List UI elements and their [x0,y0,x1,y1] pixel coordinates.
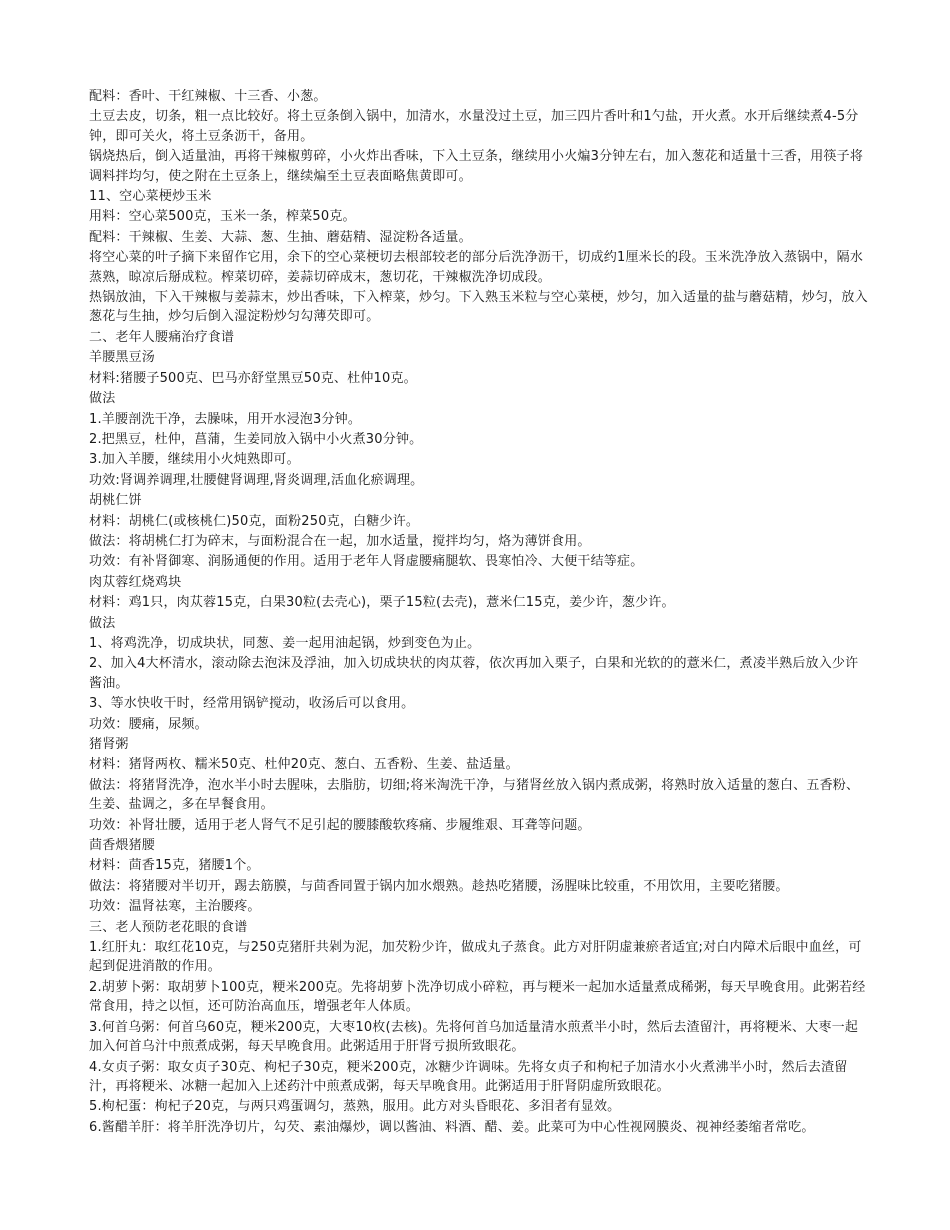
effect-line: 功效：补肾壮腰，适用于老人肾气不足引起的腰膝酸软疼痛、步履维艰、耳聋等问题。 [89,817,591,833]
recipe-item: 6.酱醋羊肝：将羊肝洗净切片，勾芡、素油爆炒，调以酱油、料酒、醋、姜。此菜可为中心性视网膜炎、视神经萎缩者常吃。 [89,1119,815,1135]
method-step: 1.羊腰剖洗干净，去臊味，用开水浸泡3分钟。 [89,411,362,427]
recipe-title: 羊腰黑豆汤 [89,350,156,366]
recipe-item: 1.红肝丸：取红花10克，与250克猪肝共剁为泥，加芡粉少许，做成丸子蒸食。此方对肝阴虚兼瘀者适宜;对白内障术后眼中血丝，可起到促进消散的作用。 [89,940,862,975]
method-heading: 做法 [89,391,116,407]
effect-line: 功效：腰痛，尿频。 [89,716,208,732]
potato-step-2: 锅烧热后，倒入适量油，再将干辣椒剪碎，小火炸出香味，下入土豆条，继续用小火煸3分钟左右，加入葱花和适量十三香，用筷子将调料拌均匀，使之附在土豆条上，继续煸至土豆表面略焦黄即可。 [89,149,864,184]
recipe-item: 4.女贞子粥：取女贞子30克、枸杞子30克，粳米200克，冰糖少许调味。先将女贞子和枸杞子加清水小火煮沸半小时，然后去渣留汁，再将粳米、冰糖一起加入上述药汁中煎煮成粥，每天早晚食用。此粥适用于肝肾阴虚所致眼花。 [89,1059,848,1094]
ingredients-line: 材料：胡桃仁(或核桃仁)50克，面粉250克，白糖少许。 [89,513,420,529]
cooking-paragraph: 热锅放油，下入干辣椒与姜蒜末，炒出香味，下入榨菜，炒匀。下入熟玉米粒与空心菜梗，炒匀，加入适量的盐与蘑菇精，炒匀，放入葱花与生抽，炒匀后倒入湿淀粉炒匀勾薄芡即可。 [89,290,868,325]
method-line: 做法：将猪肾洗净，泡水半小时去腥味，去脂肪，切细;将米淘洗干净，与猪肾丝放入锅内煮成粥，将熟时放入适量的葱白、五香粉、生姜、盐调之，多在早餐食用。 [89,777,860,813]
ingredients-line: 用料：空心菜500克，玉米一条，榨菜50克。 [89,209,356,225]
effect-line: 功效：有补肾御寒、润肠通便的作用。适用于老年人肾虚腰痛腿软、畏寒怕冷、大便干结等症。 [89,554,644,570]
recipe-item: 2.胡萝卜粥：取胡萝卜100克，粳米200克。先将胡萝卜洗净切成小碎粒，再与粳米一起加水适量煮成稀粥，每天早晚食用。此粥若经常食用，持之以恒，还可防治高血压，增强老年人体质。 [89,979,866,1015]
section-heading: 二、老年人腰痛治疗食谱 [89,329,235,345]
effect-line: 功效：温肾祛寒，主治腰疼。 [89,899,261,915]
ingredients-line: 材料：猪肾两枚、糯米50克、杜仲20克、葱白、五香粉、生姜、盐适量。 [89,757,519,773]
method-step: 1、将鸡洗净，切成块状，同葱、姜一起用油起锅，炒到变色为止。 [89,635,481,651]
recipe-title: 胡桃仁饼 [89,493,142,509]
method-line: 做法：将胡桃仁打为碎末，与面粉混合在一起，加水适量，搅拌均匀，烙为薄饼食用。 [89,533,591,549]
seasoning-line: 配料：干辣椒、生姜、大蒜、葱、生抽、蘑菇精、湿淀粉各适量。 [89,229,472,245]
method-step: 3.加入羊腰，继续用小火炖熟即可。 [89,452,300,468]
method-heading: 做法 [89,615,116,631]
prep-paragraph: 将空心菜的叶子摘下来留作它用，余下的空心菜梗切去根部较老的部分后洗净沥干，切成约1厘米长的段。玉米洗净放入蒸锅中，隔水蒸熟，晾凉后掰成粒。榨菜切碎，姜蒜切碎成末，葱切花，干辣椒洗净切成段。 [89,250,864,285]
ingredients-line: 材料：鸡1只，肉苁蓉15克，白果30粒(去壳心)，栗子15粒(去壳)，薏米仁15克，姜少许，葱少许。 [89,595,675,611]
section-heading: 三、老人预防老花眼的食谱 [89,919,248,935]
document-body [89,87,869,1138]
recipe-title: 肉苁蓉红烧鸡块 [89,574,182,590]
recipe-item: 5.枸杞蛋：枸杞子20克，与两只鸡蛋调匀，蒸熟，服用。此方对头昏眼花、多泪者有显效。 [89,1099,621,1115]
recipe-title: 11、空心菜梗炒玉米 [89,189,212,205]
recipe-title: 茴香煨猪腰 [89,838,156,854]
potato-step-1: 土豆去皮，切条，粗一点比较好。将土豆条倒入锅中，加清水，水量没过土豆，加三四片香叶和1勺盐，开火煮。水开后继续煮4-5分钟，即可关火，将土豆条沥干，备用。 [89,109,859,144]
ingredients-line: 配料：香叶、干红辣椒、十三香、小葱。 [89,89,327,104]
ingredients-line: 材料：茴香15克，猪腰1个。 [89,858,260,874]
method-step: 2、加入4大杯清水，滚动除去泡沫及浮油，加入切成块状的肉苁蓉，依次再加入栗子，白果和光软的的薏米仁，煮凌半熟后放入少许酱油。 [89,656,859,691]
method-step: 2.把黑豆，杜仲，菖蒲，生姜同放入锅中小火煮30分钟。 [89,431,423,447]
method-step: 3、等水快收干时，经常用锅铲搅动，收汤后可以食用。 [89,696,415,712]
ingredients-line: 材料:猪腰子500克、巴马亦舒堂黑豆50克、杜仲10克。 [89,370,417,386]
recipe-title: 猪肾粥 [89,737,129,752]
recipe-item: 3.何首乌粥：何首乌60克，粳米200克，大枣10枚(去核)。先将何首乌加适量清水煎煮半小时，然后去渣留汁，再将粳米、大枣一起加入何首乌汁中煎煮成粥，每天早晚食用。此粥适用于肝肾亏损所致眼花。 [89,1019,859,1055]
method-line: 做法：将猪腰对半切开，踢去筋膜，与茴香同置于锅内加水煨熟。趁热吃猪腰，汤腥味比较重，不用饮用，主要吃猪腰。 [89,878,789,894]
effect-line: 功效:肾调养调理,壮腰健肾调理,肾炎调理,活血化瘀调理。 [89,472,424,488]
